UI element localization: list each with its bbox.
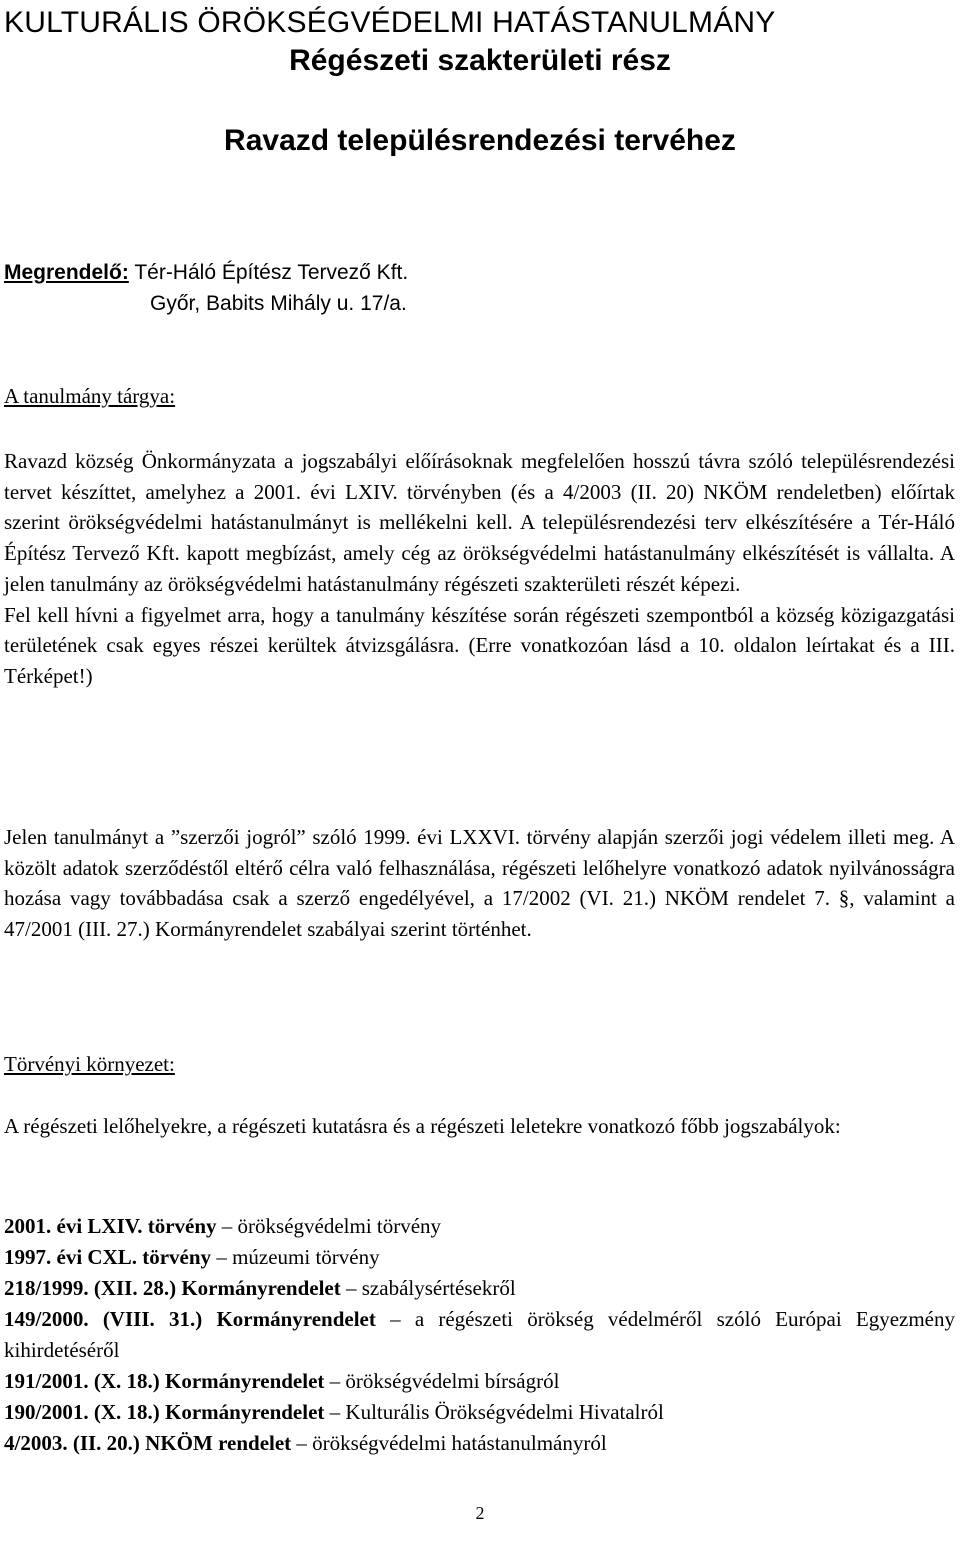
law-desc: – örökségvédelmi törvény (216, 1214, 442, 1238)
law-item (4, 1242, 955, 1273)
law-desc: – örökségvédelmi bírságról (324, 1369, 560, 1393)
subject-paragraph-1: Ravazd község Önkormányzata a jogszabályi előírásoknak megfelelően hosszú távra szóló településrendezési tervet készíttet, amelyhez a 2001. évi LXIV. törvényben (és a 4/2003 (II. 20) NKÖM rendeletben) előírtak szerint örökségvédelmi hatástanulmányt is mellékelni kell. A településrendezési terv elkészítésére a Tér-Háló Építész Tervező Kft. kapott megbízást, amely cég az örökségvédelmi hatástanulmány elkészítését is vállalta. A jelen tanulmány az örökségvédelmi hatástanulmány régészeti szakterületi részét képezi. (4, 449, 955, 596)
client-name: Tér-Háló Építész Tervező Kft. (134, 261, 409, 284)
law-item (4, 1304, 955, 1366)
project-title: Ravazd településrendezési tervéhez (224, 124, 736, 157)
law-desc: – Kulturális Örökségvédelmi Hivatalról (324, 1400, 664, 1424)
law-list (4, 1211, 955, 1459)
law-desc: – múzeumi törvény (211, 1245, 380, 1269)
subject-paragraph (4, 446, 955, 692)
law-item (4, 1397, 955, 1428)
legal-intro: A régészeti lelőhelyekre, a régészeti kutatásra és a régészeti leletekre vonatkozó főbb jogszabályok: (4, 1114, 841, 1138)
subject-heading: A tanulmány tárgya: (4, 384, 176, 408)
law-desc: – a régészeti örökség védelméről szóló Európai Egyezmény kihirdetéséről (4, 1307, 956, 1362)
client-label: Megrendelő: (4, 261, 129, 284)
law-ref: 2001. évi LXIV. törvény (4, 1214, 217, 1238)
client-line (4, 258, 408, 288)
law-item (4, 1211, 955, 1242)
law-ref: 1997. évi CXL. törvény (4, 1245, 212, 1269)
law-desc: – örökségvédelmi hatástanulmányról (291, 1431, 607, 1455)
law-ref: 4/2003. (II. 20.) NKÖM rendelet (4, 1431, 292, 1455)
law-ref: 190/2001. (X. 18.) Kormányrendelet (4, 1400, 325, 1424)
legal-heading: Törvényi környezet: (4, 1052, 175, 1076)
law-item (4, 1273, 955, 1304)
law-item (4, 1428, 955, 1459)
client-address: Győr, Babits Mihály u. 17/a. (150, 292, 407, 315)
law-ref: 191/2001. (X. 18.) Kormányrendelet (4, 1369, 325, 1393)
subject-paragraph-2: Fel kell hívni a figyelmet arra, hogy a tanulmány készítése során régészeti szempontból a község közigazgatási területének csak egyes részei kerültek átvizsgálásra. (Erre vonatkozóan lásd a 10. oldalon leírtakat és a III. Térképet!) (4, 602, 955, 688)
law-ref: 149/2000. (VIII. 31.) Kormányrendelet (4, 1307, 376, 1331)
law-ref: 218/1999. (XII. 28.) Kormányrendelet (4, 1276, 341, 1300)
copyright-paragraph: Jelen tanulmányt a ”szerzői jogról” szóló 1999. évi LXXVI. törvény alapján szerzői jogi védelem illeti meg. A közölt adatok szerződéstől eltérő célra való felhasználása, régészeti lelőhelyre vonatkozó adatok nyilvánosságra hozása vagy továbbadása csak a szerző engedélyével, a 17/2002 (VI. 21.) NKÖM rendelet 7. §, valamint a 47/2001 (III. 27.) Kormányrendelet szabályai szerint történhet. (4, 825, 955, 942)
law-item (4, 1366, 955, 1397)
law-desc: – szabálysértésekről (340, 1276, 516, 1300)
document-title: KULTURÁLIS ÖRÖKSÉGVÉDELMI HATÁSTANULMÁNY (4, 6, 776, 39)
document-subtitle: Régészeti szakterületi rész (289, 44, 671, 77)
page-number: 2 (475, 1503, 485, 1523)
